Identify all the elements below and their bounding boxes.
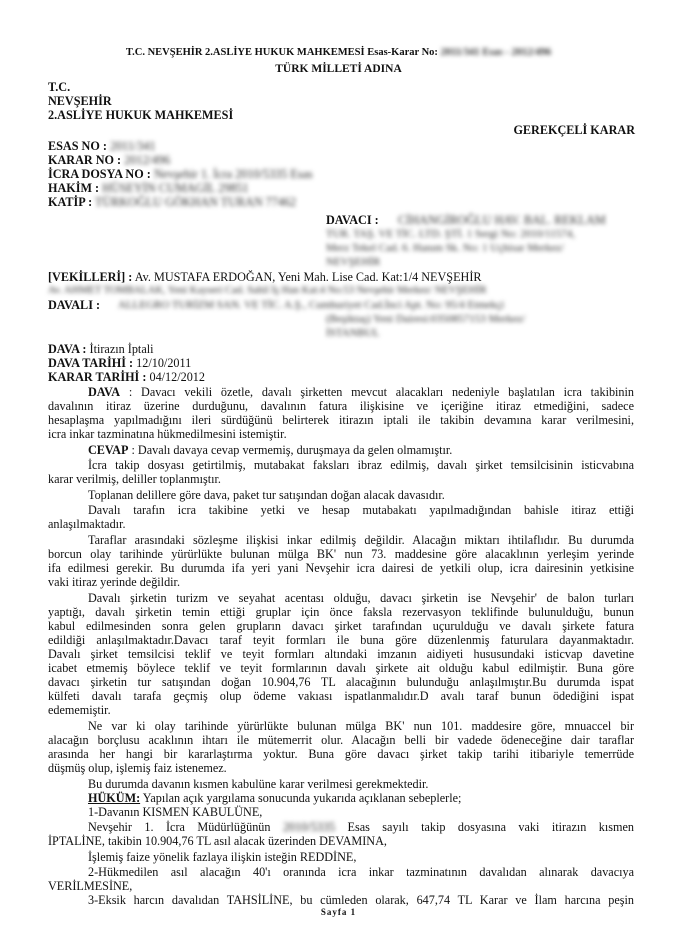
p1-line-2: davalının itiraz üzerine durduğunu, davalının fatura ilişkisine ve içeriğine itiraz etmediğini, sadece <box>48 399 634 413</box>
header-case-number-redacted: 2011/341 Esas - 2012/496 <box>440 47 552 58</box>
h1b-pre: Nevşehir 1. İcra Müdürlüğünün <box>88 820 271 834</box>
icra-dosya-no <box>48 167 313 181</box>
decision-type: GEREKÇELİ KARAR <box>513 123 635 137</box>
p9-line: Bu durumda davanın kısmen kabulüne karar verilmesi gerekmektedir. <box>88 777 429 791</box>
davaci-label: DAVACI : <box>326 213 379 227</box>
dava-tarihi-row <box>48 356 191 370</box>
court-city: NEVŞEHİR <box>48 94 112 108</box>
karar-tarihi-label: KARAR TARİHİ : <box>48 370 147 384</box>
hukum-line <box>88 791 461 805</box>
esas-value: 2011/341 <box>109 139 156 153</box>
h1b-redacted: 2010/5335 <box>282 820 336 834</box>
p2-line <box>88 443 452 457</box>
dava-label: DAVA : <box>48 342 87 356</box>
p7-line-7: davacı şirketin tur satışından doğan 10.904,76 TL alacağının bulunduğu anlaşılmıştır.Bu durumda ispat <box>48 675 634 689</box>
hukum-item-1b <box>88 820 634 834</box>
davaci-line-3: Merz Tekel Cad. 6. Hanım Sk. No: 1 Uçhisar Merkez/ <box>326 242 564 254</box>
hukum-text: Yapılan açık yargılama sonucunda yukarıda açıklanan sebeplerle; <box>142 791 462 805</box>
p7-line-8: külfeti davalı tarafa geçmiş olup ödeme vakıası ispatlanmalıdır.D avalı taraf bunun ödediğini ispat <box>48 689 634 703</box>
hukum-item-1: 1-Davanın KISMEN KABULÜNE, <box>88 805 263 819</box>
p3-line-1: İcra takip dosyası getirtilmiş, mutabakat faksları ibraz edilmiş, davalı şirket temsilcisinin isticvabına <box>88 458 634 472</box>
karar-tarihi-value: 04/12/2012 <box>149 370 205 384</box>
dava-value: İtirazın İptali <box>89 342 154 356</box>
p8-line-4: düşmüş olup, işlemiş faiz istenemez. <box>48 761 227 775</box>
davali-line-2: (Beşiktaş) Yeni Dairesi:0350857153 Merkez/ <box>326 313 526 325</box>
icra-value: Nevşehir 1. İcra 2010/5335 Esas <box>153 167 313 181</box>
esas-no <box>48 139 156 153</box>
davaci-line-4: NEVŞEHİR <box>326 256 381 268</box>
p7-line-3: kabul edilmesinden sonra gelen grupların davacı şirket tarafından uçurulduğu ve davalı şirkete fatura <box>48 619 634 633</box>
katip <box>48 195 296 209</box>
p1-line-4: icra inkar tazminatına hükmedilmesini istemiştir. <box>48 427 287 441</box>
vekiller <box>48 270 482 284</box>
p6-line-3: ifa edilmesi gerekir. Bu durumda ifa yeri yani Nevşehir icra dairesi de yetkili olup, icra dairesinin yetkisine <box>48 561 634 575</box>
p7-line-1: Davalı şirketin turizm ve seyahat acentası olduğu, davacı şirketin ise Nevşehir' de balon turları <box>88 591 634 605</box>
davaci-line-1: CİHANGİROĞLU HAV. BAL. REKLAM <box>398 213 606 227</box>
p7-line-5: Davalı şirket temsilcisi teklif ve teyit formları altındaki imzanın aidiyeti hususundaki isticvap davetine <box>48 647 634 661</box>
p5-line-2: anlaşılmaktadır. <box>48 517 126 531</box>
header-court-line: T.C. NEVŞEHİR 2.ASLİYE HUKUK MAHKEMESİ Esas-Karar No: <box>125 47 438 58</box>
page-number: Sayfa 1 <box>320 907 357 917</box>
davaci-line-2: TUR. TAŞ. VE TİC. LTD. ŞTİ. 1 Sergi No: 2010/11574, <box>326 228 575 240</box>
p6-line-4: vaki itiraz yerinde değildir. <box>48 575 180 589</box>
p7-line-6: icabet etmemiş böylece teklif ve teyit formlarının davalı şirkete ait olduğu kabul edilmiştir. Buna göre <box>48 661 634 675</box>
h1b-post: Esas sayılı takip dosyasına vaki itirazın kısmen <box>347 820 634 834</box>
p7-line-9: edememiştir. <box>48 703 111 717</box>
karar-label: KARAR NO : <box>48 153 122 167</box>
icra-label: İCRA DOSYA NO : <box>48 167 151 181</box>
p4-line: Toplanan delillere göre dava, paket tur satışından doğan alacak davasıdır. <box>88 488 445 502</box>
p8-line-3: arasında her hangi bir kararlaştırma yoktur. Buna göre davacı şirket takip tarihi itibariyle temerrüde <box>48 747 634 761</box>
p8-line-1: Ne var ki olay tarihinde yürürlükte bulunan mülga BK' nun 101. maddesire göre, mnuaccel bir <box>88 719 634 733</box>
davali-line-1: ALLEGRO TURİZM SAN. VE TİC. A.Ş., Cumhuriyet Cad.İnci Apt. No: 95/4 Etmekçi <box>118 299 505 311</box>
p6-line-1: Taraflar arasındaki sözleşme ilişkisi inkar edilmiş değildir. Alacağın miktarı ihtilaflıdır. Bu durumda <box>88 533 634 547</box>
hukum-item-1c: İPTALİNE, takibin 10.904,76 TL asıl alacak üzerinden DEVAMINA, <box>48 834 387 848</box>
hukum-item-1d: İşlemiş faize yönelik fazlaya ilişkin isteğin REDDİNE, <box>88 850 357 864</box>
p1-label: DAVA <box>88 385 121 399</box>
p1-text-1: : Davacı vekili özetle, davalı şirketten mevcut alacakları nedeniyle başlatılan icra takibinin <box>128 385 635 399</box>
hukum-item-3: 3-Eksik harcın davalıdan TAHSİLİNE, bu cümleden olarak, 647,74 TL Karar ve İlam harcına peşin <box>88 893 634 907</box>
hukum-item-2b: VERİLMESİNE, <box>48 879 133 893</box>
p2-label: CEVAP <box>88 443 129 457</box>
dava-tarihi-value: 12/10/2011 <box>136 356 192 370</box>
p8-line-2: alacağın borçlusu acaklının ihtarı ile mütemerrit olur. Alacağın belli bir vadede ödeneceğine dair taraflar <box>48 733 634 747</box>
p6-line-2: borcun olay tarihinde yürürlükte bulunan mülga BK' nun 73. maddesine göre alacaklının yerleşim yerinde <box>48 547 634 561</box>
court-tc: T.C. <box>48 80 71 94</box>
p2-text: : Davalı davaya cevap vermemiş, duruşmaya da gelen olmamıştır. <box>131 443 453 457</box>
davali-label: DAVALI : <box>48 298 101 312</box>
document-header <box>0 46 677 60</box>
dava-tarihi-label: DAVA TARİHİ : <box>48 356 134 370</box>
header-nation-title: TÜRK MİLLETİ ADINA <box>275 63 402 75</box>
esas-label: ESAS NO : <box>48 139 107 153</box>
vekil-label: [VEKİLLERİ] : <box>48 270 133 284</box>
p1-line-1 <box>88 385 634 399</box>
vekil-redacted: Av. AHMET TOMBALAK, Yeni Kayseri Cad. Sahil İş Han Kat:4 No:53 Nevşehir Merkez/ NEVŞEHİR <box>48 285 487 296</box>
hukum-item-2a: 2-Hükmedilen asıl alacağın 40'ı oranında icra inkar tazminatının davalıdan alınarak davacıya <box>88 865 634 879</box>
p1-line-3: hesaplaşma yapılmadığını ileri sürdüğünü belirterek itirazın iptali ile takibin devamına karar verilmesini, <box>48 413 634 427</box>
hakim-value: HÜSEYİN CUMAGİL 29851 <box>102 181 249 195</box>
dava-row <box>48 342 154 356</box>
p3-line-2: karar verilmiş, deliller toplanmıştır. <box>48 472 221 486</box>
p5-line-1: Davalı tarafın icra takibine yetki ve hesap mutabakatı yapılmadığından bahisle itiraz ettiği <box>88 503 634 517</box>
hakim <box>48 181 249 195</box>
p7-line-2: yaptığı, davalı şirketin temin ettiği gruplar için önce faksla rezervasyon teklifinde bulunulduğu, bunun <box>48 605 634 619</box>
p7-line-4: edildiği anlaşılmaktadır.Davacı taraf teyit formları ile buna göre düzenlenmiş faturulara dayanmaktadır. <box>48 633 634 647</box>
vekil-text: Av. MUSTAFA ERDOĞAN, Yeni Mah. Lise Cad. Kat:1/4 NEVŞEHİR <box>134 270 482 284</box>
karar-value: 2012/496 <box>124 153 171 167</box>
katip-value: TÜRKOĞLU GÖKHAN TURAN 77462 <box>94 195 297 209</box>
hukum-label: HÜKÜM: <box>88 791 141 805</box>
karar-tarihi-row <box>48 370 205 384</box>
karar-no <box>48 153 170 167</box>
davali-line-3: İSTANBUL <box>326 327 380 339</box>
hakim-label: HAKİM : <box>48 181 100 195</box>
katip-label: KATİP : <box>48 195 93 209</box>
court-name: 2.ASLİYE HUKUK MAHKEMESİ <box>48 108 234 122</box>
